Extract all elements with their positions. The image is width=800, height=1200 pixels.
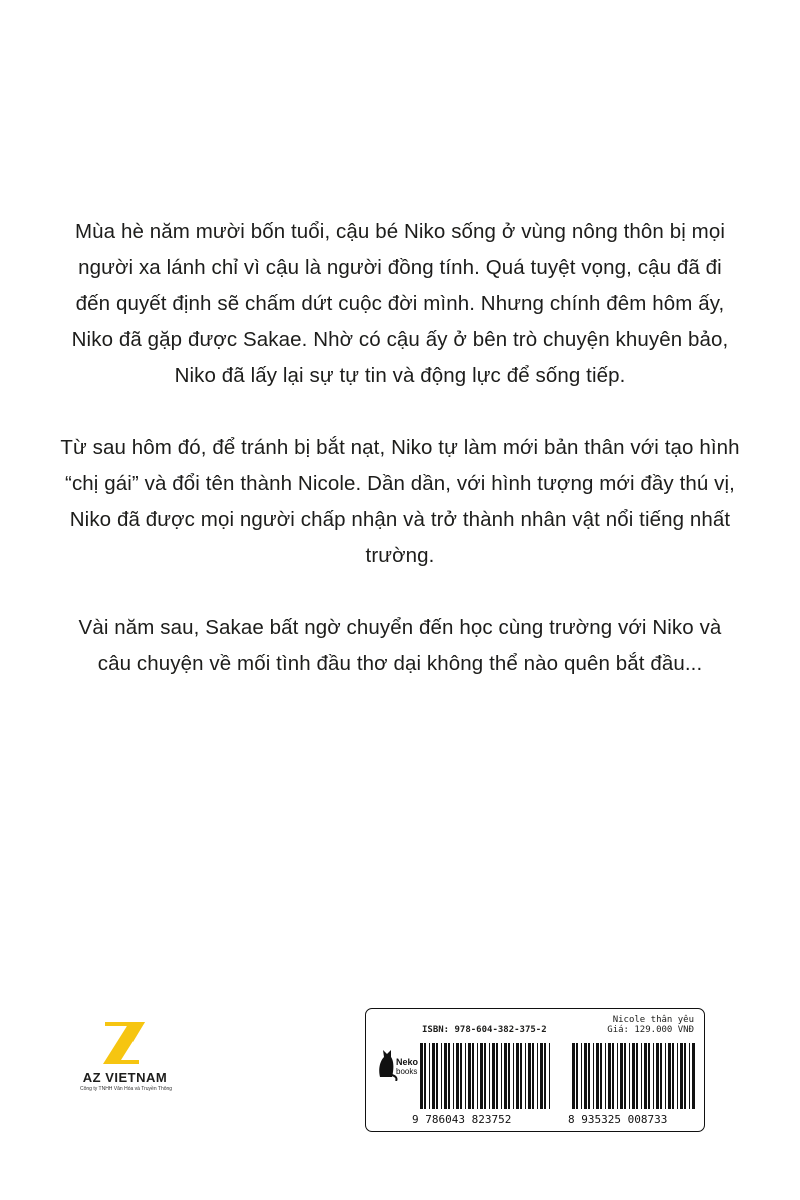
blurb-paragraph-2: Từ sau hôm đó, để tránh bị bắt nạt, Niko tự làm mới bản thân với tạo hình “chị gái” và đổi tên thành Nicole. Dần dần, với hình tượng mới đầy thú vị, Niko đã được mọi người chấp nhận và trở thành nhân vật nổi tiếng nhất trường. bbox=[60, 436, 740, 567]
az-logo-icon bbox=[99, 1018, 151, 1064]
barcode-isbn-digits: 9 786043 823752 bbox=[412, 1113, 512, 1125]
price-text: Giá: 129.000 VNĐ bbox=[607, 1025, 694, 1035]
book-blurb bbox=[60, 214, 740, 718]
barcode-ean-digits: 8 935325 008733 bbox=[568, 1113, 668, 1125]
isbn-text: ISBN: 978-604-382-375-2 bbox=[422, 1025, 547, 1035]
barcode-block bbox=[365, 1008, 705, 1132]
barcode-ean bbox=[564, 1039, 704, 1125]
publisher-company: Công ty TNHH Văn Hóa và Truyền Thông bbox=[80, 1086, 173, 1092]
publisher-logo bbox=[80, 1018, 173, 1092]
blurb-paragraph-1: Mùa hè năm mười bốn tuổi, cậu bé Niko sống ở vùng nông thôn bị mọi người xa lánh chỉ vì cậu là người đồng tính. Quá tuyệt vọng, cậu đã đi đến quyết định sẽ chấm dứt cuộc đời mình. Nhưng chính đêm hôm ấy, Niko đã gặp được Sakae. Nhờ có cậu ấy ở bên trò chuyện khuyên bảo, Niko đã lấy lại sự tự tin và động lực để sống tiếp. bbox=[71, 220, 729, 387]
neko-brand-bottom: books bbox=[396, 1067, 418, 1076]
barcode-book-title: Nicole thân yêu bbox=[612, 1015, 694, 1025]
publisher-name: AZ VIETNAM bbox=[82, 1070, 168, 1085]
blurb-paragraph-3: Vài năm sau, Sakae bất ngờ chuyển đến học cùng trường với Niko và câu chuyện về mối tình đầu thơ dại không thể nào quên bắt đầu... bbox=[78, 616, 722, 675]
neko-brand-top: Neko bbox=[396, 1057, 419, 1067]
barcode-isbn bbox=[406, 1039, 556, 1125]
